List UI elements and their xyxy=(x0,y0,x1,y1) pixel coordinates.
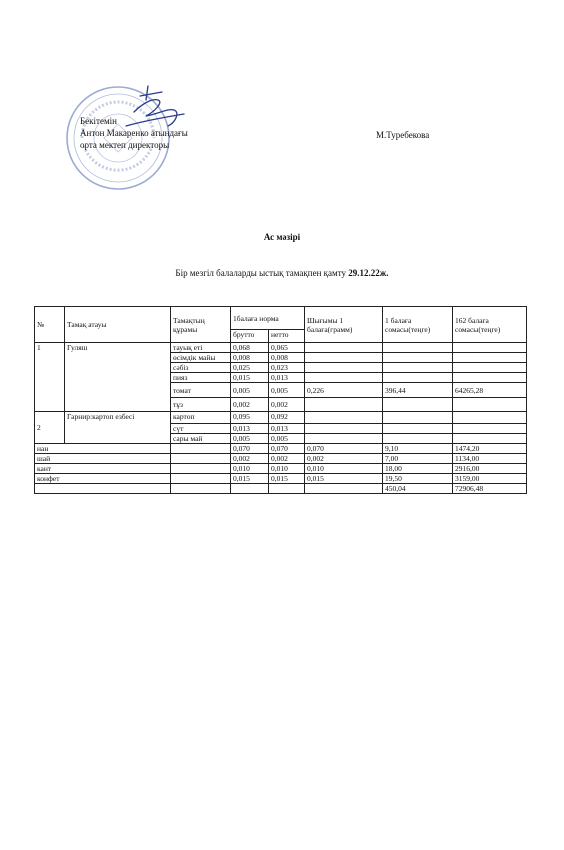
netto-value: 0,013 xyxy=(269,424,305,434)
ingredient: томат xyxy=(171,383,231,398)
header-no: № xyxy=(35,307,65,343)
brutto-value: 0,002 xyxy=(231,454,269,464)
brutto-value: 0,025 xyxy=(231,363,269,373)
sum-one-value: 7,00 xyxy=(383,454,453,464)
table-row xyxy=(35,343,527,353)
consumption-value: 0,070 xyxy=(305,444,383,454)
sum-one-value: 9,10 xyxy=(383,444,453,454)
menu-date: 29.12.22ж. xyxy=(348,268,389,278)
netto-value: 0,002 xyxy=(269,454,305,464)
director-name: М.Туребекова xyxy=(376,130,430,140)
netto-value: 0,023 xyxy=(269,363,305,373)
header-brutto: брутто xyxy=(231,330,269,343)
ingredient: пияз xyxy=(171,373,231,383)
total-sum-162: 72906,48 xyxy=(453,484,527,494)
header-sum-162: 162 балаға сомасы(теңге) xyxy=(453,307,527,343)
brutto-value: 0,070 xyxy=(231,444,269,454)
brutto-value: 0,010 xyxy=(231,464,269,474)
subtitle-text: Бір мезгіл балаларды ыстық тамақпен қамту xyxy=(175,268,347,278)
table-row xyxy=(35,474,527,484)
sum-162-value: 1474,20 xyxy=(453,444,527,454)
brutto-value: 0,002 xyxy=(231,398,269,412)
netto-value: 0,013 xyxy=(269,373,305,383)
ingredient: сәбіз xyxy=(171,363,231,373)
dish1-consumption: 0,226 xyxy=(305,383,383,398)
netto-value: 0,005 xyxy=(269,434,305,444)
extra-name: кант xyxy=(35,464,171,474)
extra-name: нан xyxy=(35,444,171,454)
ingredient: тұз xyxy=(171,398,231,412)
brutto-value: 0,005 xyxy=(231,434,269,444)
table-row xyxy=(35,412,527,424)
consumption-value: 0,010 xyxy=(305,464,383,474)
dish1-sum-one: 396,44 xyxy=(383,383,453,398)
dish1-name: Гуляш xyxy=(65,343,171,412)
table-row xyxy=(35,444,527,454)
header-norm: 1балаға норма xyxy=(231,307,305,330)
ingredient: картоп xyxy=(171,412,231,424)
total-sum-one: 450,04 xyxy=(383,484,453,494)
consumption-value: 0,002 xyxy=(305,454,383,464)
consumption-value: 0,015 xyxy=(305,474,383,484)
table-row xyxy=(35,454,527,464)
document-title: Ас мәзірі xyxy=(263,232,301,242)
netto-value: 0,010 xyxy=(269,464,305,474)
dish2-name: Гарнир:картоп езбесі xyxy=(65,412,171,444)
sum-162-value: 3159,00 xyxy=(453,474,527,484)
sum-one-value: 19,50 xyxy=(383,474,453,484)
header-consumption: Шығымы 1 балаға(грамм) xyxy=(305,307,383,343)
extra-name: шай xyxy=(35,454,171,464)
header-netto: нетто xyxy=(269,330,305,343)
sum-162-value: 1134,00 xyxy=(453,454,527,464)
extra-name: конфет xyxy=(35,474,171,484)
dish1-no: 1 xyxy=(35,343,65,412)
ingredient: сары май xyxy=(171,434,231,444)
header-dish-name: Тамақ атауы xyxy=(65,307,171,343)
school-name: Антон Макаренко атындағы xyxy=(80,128,188,138)
sum-162-value: 2916,00 xyxy=(453,464,527,474)
brutto-value: 0,008 xyxy=(231,353,269,363)
netto-value: 0,015 xyxy=(269,474,305,484)
brutto-value: 0,015 xyxy=(231,373,269,383)
brutto-value: 0,005 xyxy=(231,383,269,398)
brutto-value: 0,068 xyxy=(231,343,269,353)
header-sum-one: 1 балаға сомасы(теңге) xyxy=(383,307,453,343)
brutto-value: 0,013 xyxy=(231,424,269,434)
dish1-sum-162: 64265,28 xyxy=(453,383,527,398)
table-total-row xyxy=(35,484,527,494)
header-composition: Тамақтың құрамы xyxy=(171,307,231,343)
approval-label: Бекітемін xyxy=(80,116,117,126)
ingredient: сүт xyxy=(171,424,231,434)
dish2-no: 2 xyxy=(35,412,65,444)
director-position: орта мектеп директоры xyxy=(80,140,170,150)
brutto-value: 0,015 xyxy=(231,474,269,484)
netto-value: 0,092 xyxy=(269,412,305,424)
ingredient: өсімдік майы xyxy=(171,353,231,363)
approval-block xyxy=(80,115,188,151)
table-header-row xyxy=(35,307,527,330)
netto-value: 0,002 xyxy=(269,398,305,412)
ingredient: тауық еті xyxy=(171,343,231,353)
table-row xyxy=(35,464,527,474)
sum-one-value: 18,00 xyxy=(383,464,453,474)
netto-value: 0,070 xyxy=(269,444,305,454)
netto-value: 0,065 xyxy=(269,343,305,353)
netto-value: 0,005 xyxy=(269,383,305,398)
brutto-value: 0,095 xyxy=(231,412,269,424)
menu-table xyxy=(34,306,527,494)
document-subtitle xyxy=(0,268,564,278)
netto-value: 0,008 xyxy=(269,353,305,363)
